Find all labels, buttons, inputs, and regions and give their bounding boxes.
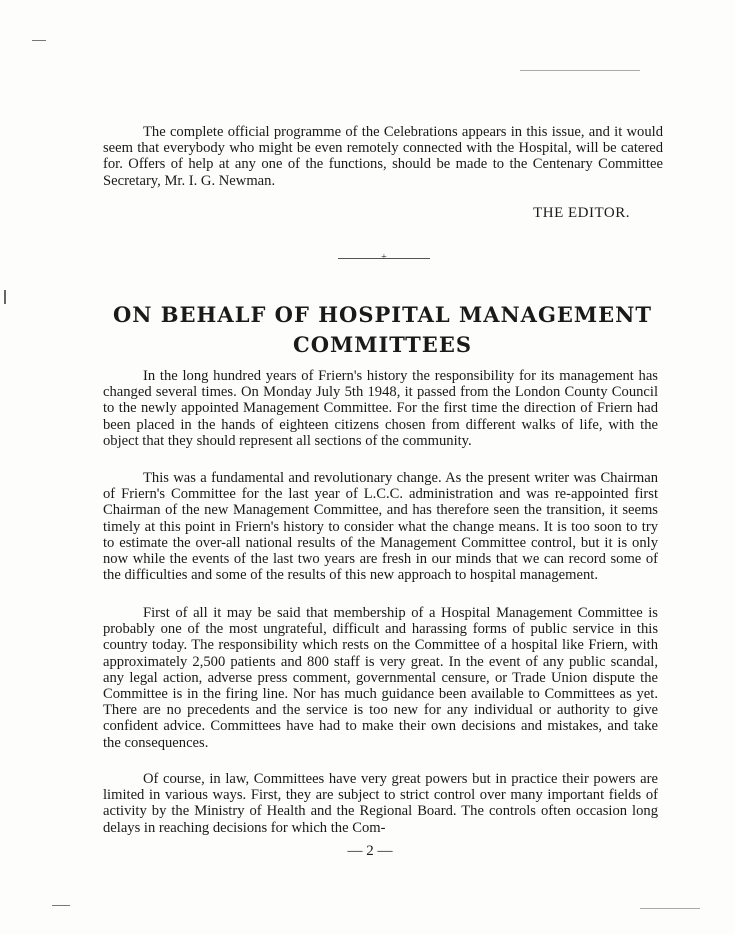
scan-mark — [32, 40, 46, 41]
scan-mark — [4, 290, 6, 304]
page-number: — 2 — — [347, 843, 393, 859]
editor-signature: THE EDITOR. — [533, 205, 630, 221]
article-paragraph-2: This was a fundamental and revolutionary change. As the present writer was Chairman of Friern's Committee for the last year of L.C.C. administration and was re-appointed first Chairman of the new Management Committee, and has therefore seen the transition, it seems timely at this point in Friern's history to consider what the change means. It is too soon to try to estimate the over-all national results of the Management Committee control, but it is only now while the events of the last two years are fresh in our minds that we can record some of the difficulties and some of the results of this new approach to hospital management. — [103, 470, 658, 584]
article-title: ON BEHALF OF HOSPITAL MANAGEMENT COMMITTEES — [113, 302, 652, 357]
section-divider-ornament: + — [381, 252, 387, 263]
scan-mark — [52, 905, 70, 906]
article-paragraph-3: First of all it may be said that membership of a Hospital Management Committee is probably one of the most ungrateful, difficult and harassing forms of public service in this country today. The responsibility which rests on the Committee of a hospital like Friern, with approximately 2,500 patients and 800 staff is very great. In the event of any public scandal, any legal action, adverse press comment, governmental censure, or Trade Union dispute the Committee is in the firing line. Nor has much guidance been available to Committees as yet. There are no precedents and the service is too new for any individual or authority to give confident advice. Committees have had to make their own decisions and mistakes, and take the consequences. — [103, 605, 658, 751]
intro-paragraph: The complete official programme of the Celebrations appears in this issue, and it would seem that everybody who might be even remotely connected with the Hospital, will be catered for. Offers of help at any one of the functions, should be made to the Centenary Committee Secretary, Mr. I. G. Newman. — [103, 124, 663, 189]
scan-mark — [640, 908, 700, 909]
article-paragraph-4: Of course, in law, Committees have very great powers but in practice their powers are limited in various ways. First, they are subject to strict control over many important fields of activity by the Ministry of Health and the Regional Board. The controls often occasion long delays in reaching decisions for which the Com- — [103, 771, 658, 836]
scan-mark — [520, 70, 640, 71]
article-paragraph-1: In the long hundred years of Friern's history the responsibility for its management has changed several times. On Monday July 5th 1948, it passed from the London County Council to the newly appointed Management Committee. For the first time the direction of Friern had been placed in the hands of eighteen citizens chosen from different walks of life, with the object that they should represent all sections of the community. — [103, 368, 658, 449]
